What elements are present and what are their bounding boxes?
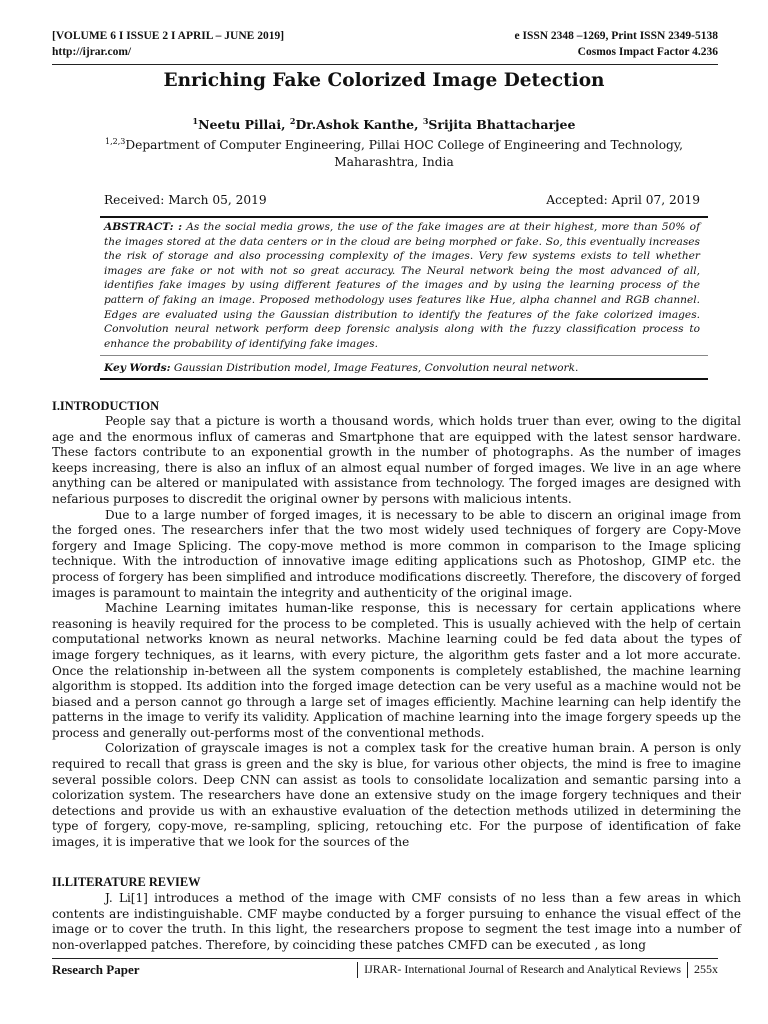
issn-info: e ISSN 2348 –1269, Print ISSN 2349-5138 xyxy=(514,30,718,42)
keywords-block xyxy=(104,362,700,374)
intro-paragraph-1: People say that a picture is worth a thousand words, which holds truer than ever, owing to the digital age and the enormous influx of cameras and Smartphone that are equipped with the latest sensor hardware. These factors contribute to an exponential growth in the number of photographs. As the number of images keeps increasing, there is also an influx of an almost equal number of forged images. We live in an age where anything can be altered or manipulated with assistance from technology. The forged images are designed with nefarious purposes to discredit the original owner by persons with malicious intents. xyxy=(52,414,741,506)
keywords-label: Key Words: xyxy=(104,362,171,374)
abstract-bottom-rule xyxy=(100,378,708,380)
abstract-label: ABSTRACT: : xyxy=(104,221,183,233)
affiliation-sup: 1,2,3 xyxy=(105,137,126,146)
received-date: Received: March 05, 2019 xyxy=(104,193,267,207)
footer-divider xyxy=(52,958,718,959)
author-list xyxy=(0,116,768,132)
volume-info: [VOLUME 6 I ISSUE 2 I APRIL – JUNE 2019] xyxy=(52,30,285,42)
intro-paragraph-4: Colorization of grayscale images is not a complex task for the creative human brain. A person is only required to recall that grass is green and the sky is blue, for various other objects, the mind is free to imagine several possible colors. Deep CNN can assist as tools to consolidate localization and semantic parsing into a colorization system. The researchers have done an extensive study on the image forgery techniques and their detections and provide us with an exhaustive evaluation of the detection methods utilized in determining the type of forgery, copy-move, re-sampling, splicing, retouching etc. For the purpose of identification of fake images, it is imperative that we look for the sources of the xyxy=(52,741,741,850)
intro-body xyxy=(52,414,741,851)
author-3: Srijita Bhattacharjee xyxy=(428,117,576,133)
journal-url[interactable]: http://ijrar.com/ xyxy=(52,46,132,58)
literature-heading: II.LITERATURE REVIEW xyxy=(52,875,201,889)
abstract-top-rule xyxy=(100,216,708,218)
journal-header-row-1 xyxy=(52,30,718,42)
intro-heading: I.INTRODUCTION xyxy=(52,399,160,413)
author-1: Neetu Pillai, xyxy=(198,117,290,133)
submission-dates xyxy=(104,193,700,207)
affiliation xyxy=(90,133,698,171)
impact-factor: Cosmos Impact Factor 4.236 xyxy=(577,46,718,58)
author-sup-2: 2 xyxy=(289,116,296,126)
header-divider xyxy=(52,64,718,65)
intro-paragraph-2: Due to a large number of forged images, it is necessary to be able to discern an original image from the forged ones. The researchers infer that the two most widely used techniques of forgery are Copy-Move forgery and Image Splicing. The copy-move method is more common in comparison to the Image splicing technique. With the introduction of innovative image editing applications such as Photoshop, GIMP etc. the process of forgery has been simplified and introduce modifications discreetly. Therefore, the discovery of forged images is paramount to maintain the integrity and authenticity of the original image. xyxy=(52,507,741,600)
paper-title: Enriching Fake Colorized Image Detection xyxy=(163,70,605,91)
author-sup-1: 1 xyxy=(192,116,199,126)
abstract-mid-rule xyxy=(100,355,708,356)
literature-paragraph-1: J. Li[1] introduces a method of the image with CMF consists of no less than a few areas in which contents are indistinguishable. CMF maybe conducted by a forger pursuing to enhance the visual effect of the image or to cover the truth. In this light, the researchers propose to segment the test image into a number of non-overlapped patches. Therefore, by coinciding these patches CMFD can be executed , as long xyxy=(52,891,741,952)
affiliation-line-1: Department of Computer Engineering, Pillai HOC College of Engineering and Technology, xyxy=(125,138,683,153)
keywords-text: Gaussian Distribution model, Image Features, Convolution neural network. xyxy=(170,362,579,374)
literature-body xyxy=(52,891,741,953)
footer-paper-type: Research Paper xyxy=(52,962,140,977)
footer-journal-name: IJRAR- International Journal of Research and Analytical Reviews xyxy=(357,962,687,978)
footer-page-number: 255x xyxy=(687,962,718,978)
author-2: Dr.Ashok Kanthe, xyxy=(295,117,423,133)
page-footer xyxy=(52,962,718,978)
accepted-date: Accepted: April 07, 2019 xyxy=(546,193,700,207)
affiliation-line-2: Maharashtra, India xyxy=(334,155,454,170)
abstract-block xyxy=(104,220,700,351)
intro-paragraph-3: Machine Learning imitates human-like response, this is necessary for certain applications where reasoning is heavily required for the process to be completed. This is usually achieved with the help of certain computational networks known as neural networks. Machine learning could be fed data about the types of image forgery techniques, as it learns, with every picture, the algorithm gets faster and a lot more accurate. Once the relationship in-between all the system components is completely established, the machine learning algorithm is stopped. Its addition into the forged image detection can be very useful as a machine would not be biased and a person cannot go through a large set of images efficiently. Machine learning can help identify the patterns in the image to verify its validity. Application of machine learning into the image forgery speeds up the process and generally out-performs most of the conventional methods. xyxy=(52,601,741,740)
abstract-text: As the social media grows, the use of the fake images are at their highest, more than 50% of the images stored at the data centers or in the cloud are being morphed or fake. So, this eventually increases the risk of storage and also processing complexity of the images. Very few systems exists to tell whether images are fake or not with not so great accuracy. The Neural network being the most advanced of all, identifies fake images by using different features of the images and by using the learning process of the pattern of faking an image. Proposed methodology uses features like Hue, alpha channel and RGB channel. Edges are evaluated using the Gaussian distribution to identify the features of the fake colorized images. Convolution neural network perform deep forensic analysis along with the fuzzy classification process to enhance the probability of identifying fake images. xyxy=(104,221,700,350)
journal-header-row-2 xyxy=(52,46,718,58)
author-sup-3: 3 xyxy=(422,116,429,126)
